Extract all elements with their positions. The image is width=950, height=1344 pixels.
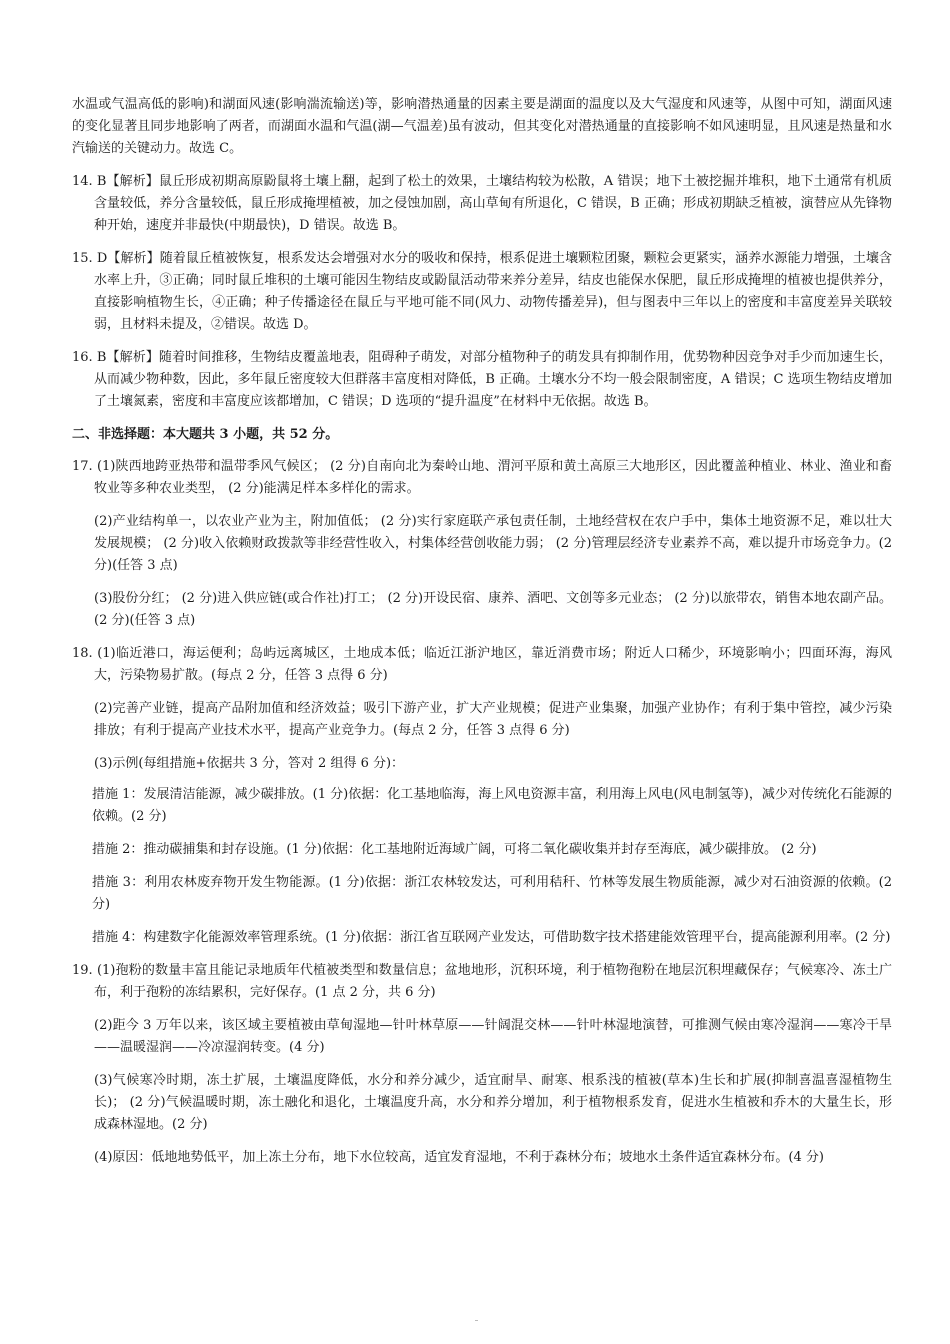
answer-q15: 15. D【解析】随着鼠丘植被恢复，根系发达会增强对水分的吸收和保持，根系促进土壤颗粒团聚，颗粒会更紧实，涵养水源能力增强，土壤含水率上升，③正确；同时鼠丘堆积的土壤可能因生物结皮或鼢鼠活动带来养分差异，结皮也能保水保肥，鼠丘形成掩埋的植被也提供养分，直接影响植物生长，④正确；种子传播途径在鼠丘与平地可能不同(风力、动物传播差异)，但与图表中三年以上的密度和丰富度差异关联较弱，且材料未提及，②错误。故选 D。	[72, 251, 892, 332]
answer-q17-part1: 17. (1)陕西地跨亚热带和温带季风气候区； (2 分)自南向北为秦岭山地、渭河平原和黄土高原三大地形区，因此覆盖种植业、林业、渔业和畜牧业等多种农业类型， (2 分)能满足样本多样化的需求。	[72, 459, 892, 496]
answer-q18-part1: 18. (1)临近港口，海运便利；岛屿远离城区，土地成本低；临近江浙沪地区，靠近消费市场；附近人口稀少，环境影响小；四面环海，海风大，污染物易扩散。(每点 2 分，任答 3 点得 6 分)	[72, 646, 892, 683]
answer-q19-part4: (4)原因：低地地势低平，加上冻土分布，地下水位较高，适宜发育湿地，不利于森林分布；坡地水土条件适宜森林分布。(4 分)	[94, 1150, 824, 1165]
footer-mark	[475, 1320, 478, 1321]
answer-q17-part3: (3)股份分红； (2 分)进入供应链(或合作社)打工； (2 分)开设民宿、康养、酒吧、文创等多元业态； (2 分)以旅带农，销售本地农副产品。(2 分)(任答 3 点)	[94, 591, 892, 628]
answer-q14: 14. B【解析】鼠丘形成初期高原鼢鼠将土壤上翻，起到了松土的效果，土壤结构较为松散，A 错误；地下土被挖掘并堆积，地下土通常有机质含量较低，养分含量较低，鼠丘形成掩埋植被，加之侵蚀加剧，高山草甸有所退化，C 错误，B 正确；形成初期缺乏植被，演替应从先锋物种开始，速度并非最快(中期最快)，D 错误。故选 B。	[72, 174, 892, 233]
answer-q18-part2: (2)完善产业链，提高产品附加值和经济效益；吸引下游产业，扩大产业规模；促进产业集聚，加强产业协作；有利于集中管控，减少污染排放；有利于提高产业技术水平，提高产业竞争力。(每点 2 分，任答 3 点得 6 分)	[94, 701, 892, 738]
answer-q17-part2: (2)产业结构单一，以农业产业为主，附加值低； (2 分)实行家庭联产承包责任制，土地经营权在农户手中，集体土地资源不足，难以壮大发展规模； (2 分)收入依赖财政拨款等非经营性收入，村集体经营创收能力弱； (2 分)管理层经济专业素养不高，难以提升市场竞争力。(2 分)(任答 3 点)	[94, 514, 892, 573]
answer-q18-measure2: 措施 2：推动碳捕集和封存设施。(1 分)依据：化工基地附近海域广阔，可将二氧化碳收集并封存至海底，减少碳排放。 (2 分)	[92, 842, 817, 857]
answer-q18-measure1: 措施 1：发展清洁能源，减少碳排放。(1 分)依据：化工基地临海，海上风电资源丰富，利用海上风电(风电制氢等)，减少对传统化石能源的依赖。(2 分)	[92, 787, 892, 824]
answer-q18-measure4: 措施 4：构建数字化能源效率管理系统。(1 分)依据：浙江省互联网产业发达，可借助数字技术搭建能效管理平台，提高能源利用率。(2 分)	[92, 930, 891, 945]
answer-q19-part1: 19. (1)孢粉的数量丰富且能记录地质年代植被类型和数量信息；盆地地形，沉积环境，利于植物孢粉在地层沉积埋藏保存；气候寒冷、冻土广布，利于孢粉的冻结累积，完好保存。(1 点 2 分，共 6 分)	[72, 963, 892, 1000]
section-heading-non-choice: 二、非选择题：本大题共 3 小题，共 52 分。	[72, 427, 339, 442]
answer-q16: 16. B【解析】随着时间推移，生物结皮覆盖地表，阻碍种子萌发，对部分植物种子的萌发具有抑制作用，优势物种因竞争对手少而加速生长，从而减少物种数，因此，多年鼠丘密度较大但群落丰富度相对降低，B 正确。土壤水分不均一般会限制密度，A 错误；C 选项生物结皮增加了土壤氮素，密度和丰富度应该都增加，C 错误；D 选项的“提升温度”在材料中无依据。故选 B。	[72, 350, 892, 409]
answer-key-content	[72, 94, 892, 1180]
answer-q18-measure3: 措施 3：利用农林废弃物开发生物能源。(1 分)依据：浙江农林较发达，可利用秸秆、竹林等发展生物质能源，减少对石油资源的依赖。(2 分)	[92, 875, 892, 912]
answer-q19-part3: (3)气候寒冷时期，冻土扩展，土壤温度降低，水分和养分减少，适宜耐旱、耐寒、根系浅的植被(草本)生长和扩展(抑制喜温喜湿植物生长)； (2 分)气候温暖时期，冻土融化和退化，土壤温度升高，水分和养分增加，利于植物根系发育，促进水生植被和乔木的大量生长，形成森林湿地。(2 分)	[94, 1073, 892, 1132]
q13-continuation: 水温或气温高低的影响)和湖面风速(影响湍流输送)等，影响潜热通量的因素主要是湖面的温度以及大气湿度和风速等，从图中可知，湖面风速的变化显著且同步地影响了两者，而湖面水温和气温(湖—气温差)虽有波动，但其变化对潜热通量的直接影响不如风速明显，且风速是热量和水汽输送的关键动力。故选 C。	[72, 97, 892, 156]
answer-q18-part3: (3)示例(每组措施+依据共 3 分，答对 2 组得 6 分)：	[94, 756, 405, 771]
answer-q19-part2: (2)距今 3 万年以来，该区域主要植被由草甸湿地—针叶林草原——针阔混交林——针叶林湿地演替，可推测气候由寒冷湿润——寒冷干旱——温暖湿润——冷凉湿润转变。(4 分)	[94, 1018, 892, 1055]
